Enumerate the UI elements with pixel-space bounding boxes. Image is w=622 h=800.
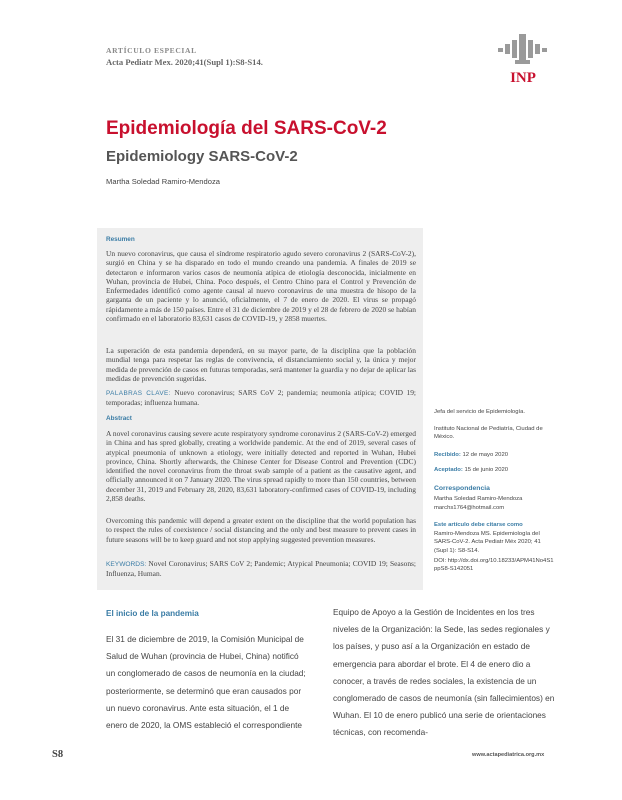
body-column-1: El 31 de diciembre de 2019, la Comisión Municipal de Salud de Wuhan (provincia de Hubei, China) notificó un conglomerado de casos de neumonía en la ciudad; posteriormente, se determinó que eran causados por un nuevo coronavirus. Ante esta situación, el 1 de enero de 2020, la OMS estableció el correspondiente [106, 634, 306, 731]
inp-logo-text: INP [510, 70, 536, 86]
received-label: Recibido: [434, 452, 461, 458]
abstract-paragraph-1: A novel coronavirus causing severe acute respiratyory syndrome coronavirus 2 (SARS-CoV-2) emerged in China and has spred globally, creating a worldwide pandemic. At the end of 2019, several cases of atypical pneumonia of unknown a etiology, were initially detected and reported in Wuhan, Hubei province, China. Shortly afterwards, the Chinese Center for Disease Control and Prevention (CDC) identified the novel coronavirus from the throat swab sample of a patient as the causative agent, and officially announced it on 7 January 2020. The virus spread rapidly to more than 150 countries, between december 31, 2019 and February 28, 2020, 83,631 laboratory-confirmed cases of COVID-19, including 2,858 deaths. [106, 429, 416, 503]
resumen-keywords-label: PALABRAS CLAVE: [106, 390, 171, 397]
body-column-2: Equipo de Apoyo a la Gestión de Incidentes en los tres niveles de la Organización: la Sede, las sedes regionales y los países, y puso así a la Organización en estado de emergencia para abordar el brote. El 4 de enero dio a conocer, a través de redes sociales, la existencia de un conglomerado de casos de neumonía (sin fallecimientos) en Wuhan. El 10 de enero publicó una serie de orientaciones técnicas, con recomenda- [333, 607, 555, 738]
inp-logo [493, 32, 553, 88]
correspondence-name: Martha Soledad Ramiro-Mendoza [434, 496, 523, 502]
resumen-keywords [106, 388, 416, 408]
received-date [434, 451, 554, 459]
article-type-label: ARTÍCULO ESPECIAL [106, 46, 197, 55]
abstract-heading: Abstract [106, 415, 132, 422]
cite-text: Ramiro-Mendoza MS. Epidemiología del SARS-CoV-2. Acta Pediatr Méx 2020; 41 (Supl 1): S8-S14. [434, 531, 541, 554]
accepted-value: 15 de junio 2020 [464, 467, 509, 473]
accepted-date [434, 466, 554, 474]
inp-logo-mark [493, 32, 553, 88]
abstract-keywords-text: Novel Coronavirus; SARS CoV 2; Pandemic; Atypical Pneumonia; COVID 19; Seasons; Influenza, Human. [106, 559, 417, 579]
received-value: 12 de mayo 2020 [462, 452, 509, 458]
accepted-label: Aceptado: [434, 467, 463, 473]
section-title: El inicio de la pandemia [106, 609, 199, 618]
affiliation-institution: Instituto Nacional de Pediatría, Ciudad de México. [434, 426, 543, 441]
abstract-paragraph-2: Overcoming this pandemic will depend a greater extent on the discipline that the world population has to respect the rules of coexistence / social distancing and the only and best measure to prevent cases in future seasons will be to keep guard and not stop applying suggested prevention measures. [106, 516, 416, 544]
resumen-keywords-text: Nuevo coronavirus; SARS CoV 2; pandemia; neumonía atípica; COVID 19; temporadas; influenza humana. [106, 388, 416, 408]
resumen-heading: Resumen [106, 236, 135, 243]
abstract-keywords [106, 559, 416, 579]
doi-link[interactable]: DOI: http://dx.doi.org/10.18233/APM41No4S1ppS8-S142051 [434, 558, 554, 573]
abstract-keywords-label: KEYWORDS: [106, 561, 147, 568]
abstract-box [97, 228, 423, 590]
cite-heading: Este artículo debe citarse como [434, 522, 523, 528]
title-english: Epidemiology SARS-CoV-2 [106, 148, 298, 165]
correspondence-heading: Correspondencia [434, 485, 490, 492]
page-number: S8 [52, 749, 64, 760]
journal-reference: Acta Pediatr Mex. 2020;41(Supl 1):S8-S14. [106, 57, 263, 67]
resumen-paragraph-1: Un nuevo coronavirus, que causa el síndrome respiratorio agudo severo coronavirus 2 (SARS-CoV-2), surgió en China y se ha disparado en todo el mundo creando una pandemia. A finales de 2019 se detectaron e informaron varios casos de neumonía atípica de etiología desconocida, inicialmente en Wuhan, provincia de Hubei, China. Poco después, el Centro Chino para el Control y Prevención de Enfermedades identificó como agente causal al nuevo coronavirus de una muestra de hisopo de la garganta de un paciente y lo anunció, oficialmente, el 7 de enero de 2020. El virus se propagó rápidamente a más de 150 países. Entre el 31 de diciembre de 2019 y el 28 de febrero de 2020 se habían confirmado en el laboratorio 83,631 casos de COVID-19, y 2858 muertes. [106, 249, 416, 323]
title-spanish: Epidemiología del SARS-CoV-2 [106, 118, 387, 139]
resumen-paragraph-2: La superación de esta pandemia dependerá, en su mayor parte, de la disciplina que la población mundial tenga para respetar las reglas de convivencia, el distanciamiento social y, la única y mejor medida de prevención de casos en futuras temporadas, será mantener la guardia y no dejar de aplicar las medidas de prevención sugeridas. [106, 346, 416, 383]
affiliation-role: Jefa del servicio de Epidemiología. [434, 409, 526, 415]
footer-url[interactable]: www.actapediatrica.org.mx [472, 752, 545, 758]
author-name: Martha Soledad Ramiro-Mendoza [106, 177, 220, 186]
correspondence-email[interactable]: marchs1764@hotmail.com [434, 505, 505, 511]
